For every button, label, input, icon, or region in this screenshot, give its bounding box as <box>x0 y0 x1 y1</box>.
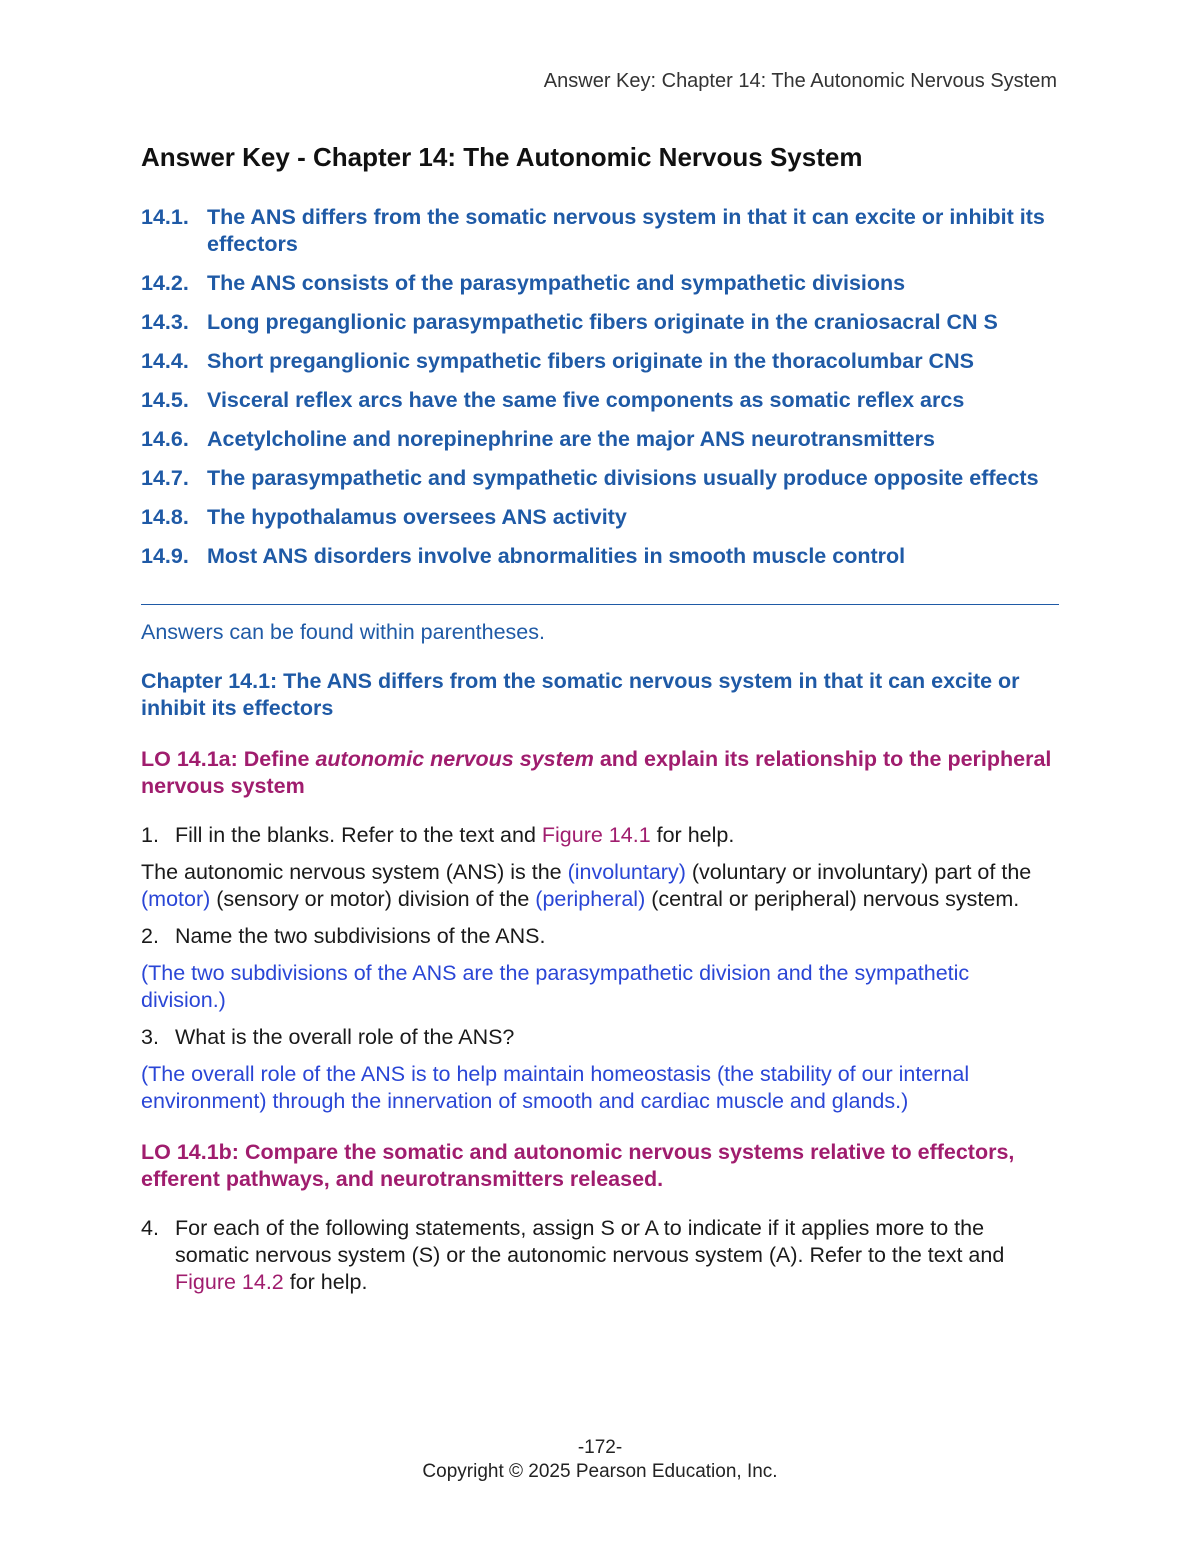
page-number: -172- <box>577 1437 623 1458</box>
toc-number: 14.6. <box>141 427 189 451</box>
answer-blank: (involuntary) <box>567 860 686 884</box>
section-list <box>141 204 1059 570</box>
fill-in-paragraph <box>141 859 1059 913</box>
toc-text: Long preganglionic parasympathetic fibers originate in the craniosacral CN S <box>207 310 998 334</box>
toc-number: 14.9. <box>141 544 189 568</box>
lo-a-prefix: LO 14.1a: Define <box>141 747 316 771</box>
copyright: Copyright © 2025 Pearson Education, Inc. <box>422 1461 778 1482</box>
toc-number: 14.4. <box>141 349 189 373</box>
running-header: Answer Key: Chapter 14: The Autonomic Nervous System <box>543 70 1057 92</box>
toc-item <box>141 204 1059 258</box>
page-content <box>141 140 1059 1306</box>
question-text: Name the two subdivisions of the ANS. <box>175 924 546 948</box>
toc-text: Most ANS disorders involve abnormalities in smooth muscle control <box>207 544 906 568</box>
question-4 <box>141 1215 1059 1296</box>
toc-item <box>141 309 1059 336</box>
intro-note: Answers can be found within parentheses. <box>141 620 545 644</box>
page-title: Answer Key - Chapter 14: The Autonomic Nervous System <box>141 142 863 172</box>
toc-text: Short preganglionic sympathetic fibers originate in the thoracolumbar CNS <box>207 349 974 373</box>
question-number: 2. <box>141 924 159 948</box>
toc-number: 14.5. <box>141 388 189 412</box>
learning-objective-a <box>141 746 1059 800</box>
para-text: The autonomic nervous system (ANS) is the <box>141 860 568 884</box>
para-text: (sensory or motor) division of the <box>210 887 536 911</box>
lo-a-suffix: and explain its relationship to the peripheral nervous system <box>141 747 1052 798</box>
question-number: 3. <box>141 1025 159 1049</box>
toc-text: The ANS consists of the parasympathetic and sympathetic divisions <box>207 271 906 295</box>
toc-number: 14.1. <box>141 205 189 229</box>
toc-item <box>141 543 1059 570</box>
figure-link[interactable]: Figure 14.1 <box>541 823 651 847</box>
lo-a-italic: autonomic nervous system <box>315 747 594 771</box>
toc-number: 14.8. <box>141 505 189 529</box>
toc-item <box>141 387 1059 414</box>
toc-text: The parasympathetic and sympathetic divisions usually produce opposite effects <box>207 466 1039 490</box>
section-heading: Chapter 14.1: The ANS differs from the somatic nervous system in that it can excite or inhibit its effectors <box>141 669 1020 720</box>
question-text: What is the overall role of the ANS? <box>175 1025 515 1049</box>
figure-link[interactable]: Figure 14.2 <box>175 1270 284 1294</box>
toc-item <box>141 465 1059 492</box>
question-text <box>175 1215 1059 1296</box>
toc-number: 14.2. <box>141 271 189 295</box>
answer-2: (The two subdivisions of the ANS are the parasympathetic division and the sympathetic division.) <box>141 961 970 1012</box>
toc-number: 14.7. <box>141 466 189 490</box>
toc-text: The hypothalamus oversees ANS activity <box>207 505 627 529</box>
q1-pre: Fill in the blanks. Refer to the text and <box>175 823 542 847</box>
toc-item <box>141 270 1059 297</box>
toc-text: The ANS differs from the somatic nervous system in that it can excite or inhibit its effectors <box>207 205 1045 256</box>
question-text <box>175 822 1059 849</box>
toc-item <box>141 426 1059 453</box>
question-3 <box>141 1024 1059 1051</box>
learning-objective-b: LO 14.1b: Compare the somatic and autonomic nervous systems relative to effectors, efferent pathways, and neurotransmitters released. <box>141 1140 1015 1191</box>
answer-blank: (peripheral) <box>535 887 646 911</box>
toc-text: Visceral reflex arcs have the same five components as somatic reflex arcs <box>207 388 965 412</box>
toc-item <box>141 504 1059 531</box>
q4-post: for help. <box>283 1270 368 1294</box>
answer-3: (The overall role of the ANS is to help maintain homeostasis (the stability of our internal environment) through the innervation of smooth and cardiac muscle and glands.) <box>141 1062 970 1113</box>
q4-pre: For each of the following statements, assign S or A to indicate if it applies more to the somatic nervous system (S) or the autonomic nervous system (A). Refer to the text and <box>175 1216 1005 1267</box>
section-divider <box>141 604 1059 605</box>
answer-blank: (motor) <box>141 887 211 911</box>
toc-text: Acetylcholine and norepinephrine are the major ANS neurotransmitters <box>207 427 935 451</box>
para-text: (voluntary or involuntary) part of the <box>685 860 1032 884</box>
toc-item <box>141 348 1059 375</box>
toc-number: 14.3. <box>141 310 189 334</box>
question-2 <box>141 923 1059 950</box>
para-text: (central or peripheral) nervous system. <box>645 887 1020 911</box>
question-number: 1. <box>141 823 159 847</box>
q1-post: for help. <box>650 823 735 847</box>
question-1 <box>141 822 1059 849</box>
question-number: 4. <box>141 1216 159 1240</box>
